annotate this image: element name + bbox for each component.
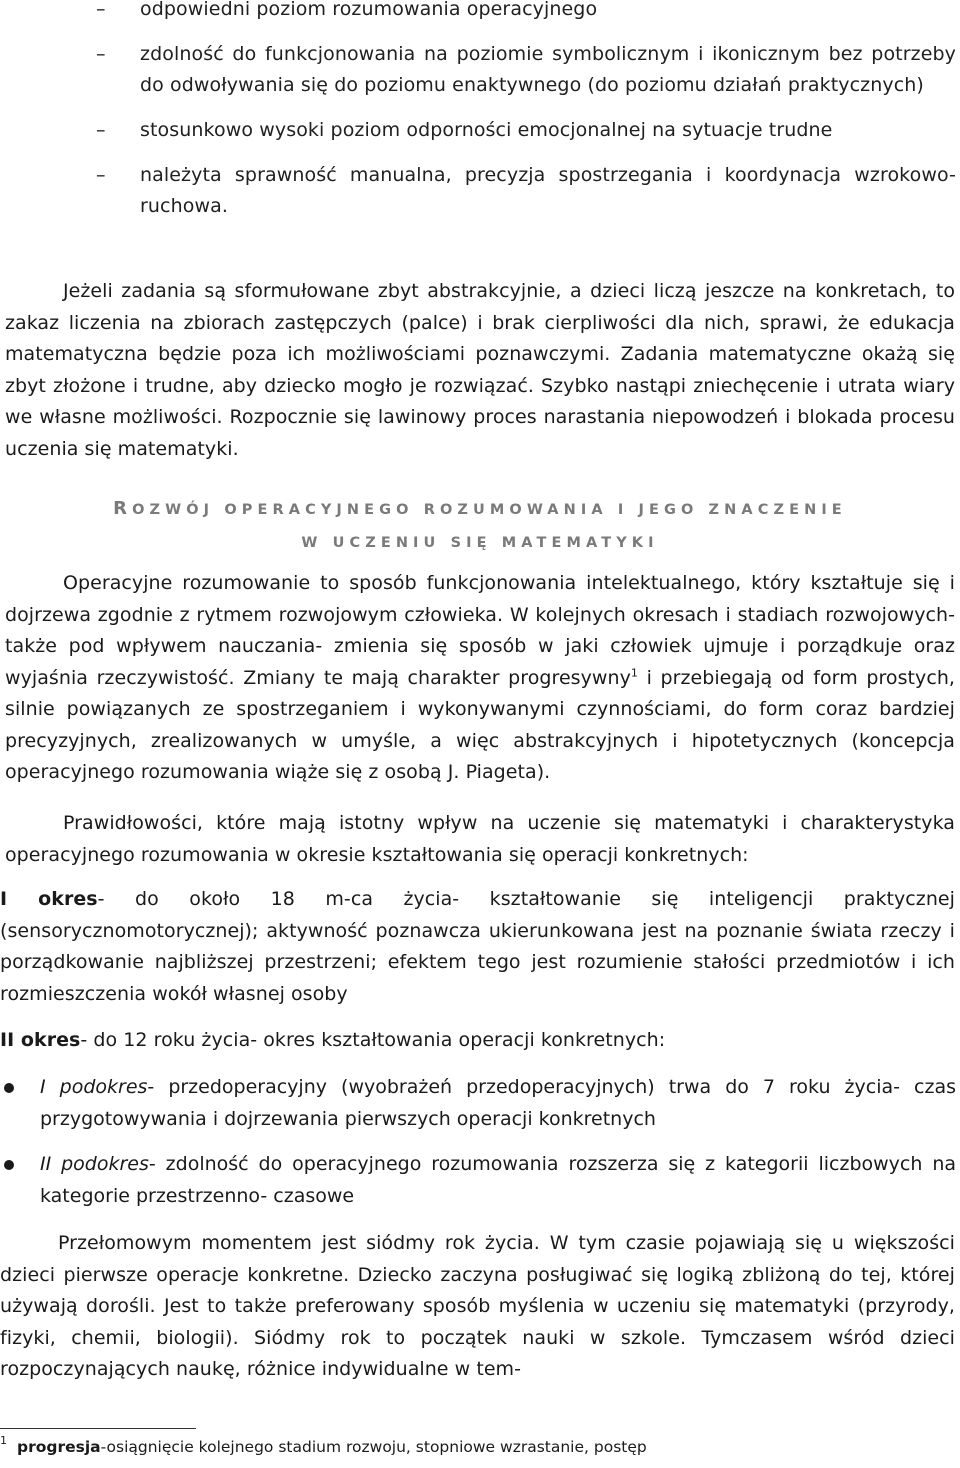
bullet-list [0, 1072, 960, 1212]
footnote-divider [0, 1428, 196, 1429]
subperiod-label: I podokres [40, 1076, 148, 1098]
list-item-text [40, 1149, 956, 1212]
paragraph [0, 1228, 955, 1386]
paragraph-text: Operacyjne rozumowanie to sposób funkcjonowania intelektualnego, który kształtuje się i dojrzewa zgodnie z rytmem rozwojowym człowieka. W kolejnych okresach i stadiach rozwojowych- także pod wpływem nauczania- zmienia się sposób w jaki człowiek ujmuje i porządkuje oraz wyjaśnia rzeczywistość. Zmiany te mają charakter progresywny [5, 572, 955, 689]
footnote [0, 1433, 647, 1457]
list-item-text [40, 1072, 956, 1135]
subperiod-text: - przedoperacyjny (wyobrażeń przedoperacyjnych) trwa do 7 roku życia- czas przygotowywania i dojrzewania pierwszych operacji konkretnych [40, 1076, 956, 1130]
dash-marker: – [96, 119, 106, 141]
dash-list [0, 0, 960, 222]
paragraph-text: - do 12 roku życia- okres kształtowania operacji konkretnych: [80, 1029, 666, 1051]
footnote-text: -osiągnięcie kolejnego stadium rozwoju, stopniowe wzrastanie, postęp [100, 1438, 647, 1456]
list-item-text: należyta sprawność manualna, precyzja spostrzegania i koordynacja wzrokowo- ruchowa. [140, 164, 956, 217]
paragraph-text: Przełomowym momentem jest siódmy rok życia. W tym czasie pojawiają się u większości dzieci pierwsze operacje konkretne. Dziecko zaczyna posługiwać się logiką zbliżoną do tej, której używają dorośli. Jest to także preferowany sposób myślenia w uczeniu się matematyki (przyrody, fizyki, chemii, biologii). Siódmy rok to początek nauki w szkole. Tymczasem wśród dzieci rozpoczynających naukę, różnice indywidualne w tem- [0, 1232, 955, 1380]
heading-initial: R [113, 498, 133, 519]
paragraph-text: - do około 18 m-ca życia- kształtowanie się inteligencji praktycznej (sensorycznomotorycznej); aktywność poznawcza ukierunkowana jest na poznanie świata rzeczy i porządkowanie najbliższej przestrzeni; efektem tego jest rozumienie stałości przedmiotów i ich rozmieszczenia wokół własnej osoby [0, 888, 955, 1005]
heading-line [0, 527, 960, 560]
list-item [0, 160, 960, 222]
heading-line [0, 492, 960, 527]
list-item [0, 39, 960, 101]
paragraph [0, 884, 955, 1010]
subperiod-text: - zdolność do operacyjnego rozumowania rozszerza się z kategorii liczbowych na kategorie przestrzenno- czasowe [40, 1153, 957, 1207]
dash-marker: – [96, 43, 106, 65]
period-label: I okres [0, 888, 98, 910]
paragraph [5, 568, 955, 789]
dash-marker: – [96, 0, 106, 20]
period-label: II okres [0, 1029, 81, 1051]
bullet-icon [4, 1160, 14, 1170]
footnote-term: progresja [17, 1438, 101, 1456]
list-item [0, 115, 960, 146]
section-heading [0, 492, 960, 560]
footnote-ref: 1 [630, 666, 638, 680]
paragraph [5, 808, 955, 871]
list-item-text: odpowiedni poziom rozumowania operacyjnego [140, 0, 598, 20]
paragraph-text: Prawidłowości, które mają istotny wpływ na uczenie się matematyki i charakterystyka operacyjnego rozumowania w okresie kształtowania się operacji konkretnych: [5, 812, 955, 866]
paragraph [5, 276, 955, 465]
heading-text: W UCZENIU SIĘ MATEMATYKI [301, 535, 659, 551]
list-item [0, 1072, 960, 1135]
list-item [0, 1149, 960, 1212]
dash-marker: – [96, 164, 106, 186]
paragraph [0, 1025, 950, 1057]
subperiod-label: II podokres [40, 1153, 149, 1175]
footnote-number: 1 [0, 1433, 7, 1447]
list-item-text: stosunkowo wysoki poziom odporności emocjonalnej na sytuacje trudne [140, 119, 833, 141]
paragraph-text: i przebiegają od form prostych, silnie powiązanych ze spostrzeganiem i wykonywanymi czynnościami, do form coraz bardziej precyzyjnych, zrealizowanych w umyśle, a więc abstrakcyjnych i hipotetycznych (koncepcja operacyjnego rozumowania wiąże się z osobą J. Piageta). [5, 666, 956, 783]
bullet-icon [4, 1083, 14, 1093]
paragraph-text: Jeżeli zadania są sformułowane zbyt abstrakcyjnie, a dzieci liczą jeszcze na konkretach, to zakaz liczenia na zbiorach zastępczych (palce) i brak cierpliwości dla nich, sprawi, że edukacja matematyczna będzie poza ich możliwościami poznawczymi. Zadania matematyczne okażą się zbyt złożone i trudne, aby dziecko mogło je rozwiązać. Szybko nastąpi zniechęcenie i utrata wiary we własne możliwości. Rozpocznie się lawinowy proces narastania niepowodzeń i blokada procesu uczenia się matematyki. [5, 280, 955, 460]
list-item-text: zdolność do funkcjonowania na poziomie symbolicznym i ikonicznym bez potrzeby do odwoływania się do poziomu enaktywnego (do poziomu działań praktycznych) [140, 43, 956, 96]
list-item [0, 0, 960, 25]
heading-text: OZWÓJ OPERACYJNEGO ROZUMOWANIA I JEGO ZNACZENIE [132, 502, 847, 518]
